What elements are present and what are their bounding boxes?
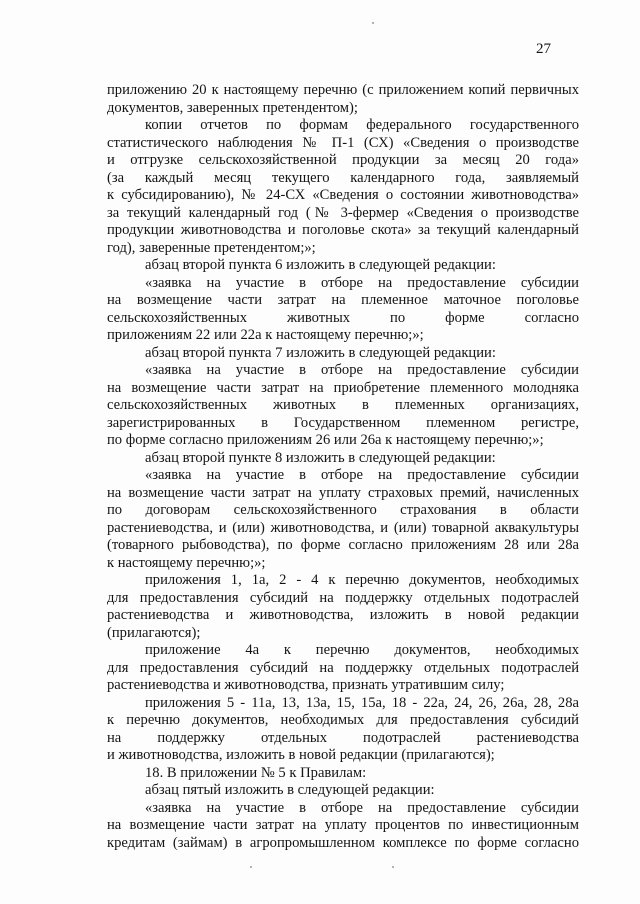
- text-line: «заявка на участие в отборе на предоставление субсидии: [145, 362, 579, 378]
- text-line: «заявка на участие в отборе на предоставление субсидии: [145, 799, 579, 816]
- text-line: документов, заверенных претендентом);: [107, 99, 358, 116]
- page-number: 27: [536, 41, 551, 57]
- text-line: (за каждый месяц текущего календарного года, заявляемый: [107, 169, 579, 186]
- document-body: [107, 82, 579, 852]
- text-line: для предоставления субсидий на поддержку отдельных подотраслей: [107, 589, 579, 606]
- text-line: продукции животноводства и поголовье скота» за текущий календарный: [107, 222, 579, 238]
- text-line: на поддержку отдельных подотраслей растениеводства: [107, 729, 579, 746]
- text-line: приложению 20 к настоящему перечню (с приложением копий первичных: [107, 82, 579, 98]
- text-line: на возмещение части затрат на уплату страховых премий, начисленных: [107, 484, 579, 501]
- text-line: приложениям 22 или 22а к настоящему перечню;»;: [107, 327, 424, 343]
- text-line: на возмещение части затрат на уплату процентов по инвестиционным: [107, 817, 579, 833]
- text-line: «заявка на участие в отборе на предоставление субсидии: [145, 274, 579, 291]
- text-line: приложения 1, 1а, 2 - 4 к перечню документов, необходимых: [145, 572, 579, 588]
- scan-speck: [392, 866, 394, 868]
- text-line: по форме согласно приложениям 26 или 26а к настоящему перечню;»;: [107, 432, 544, 448]
- text-line: к субсидированию), № 24-СХ «Сведения о состоянии животноводства»: [107, 187, 579, 203]
- text-line: к настоящему перечню;»;: [107, 554, 266, 571]
- text-line: и отгрузке сельскохозяйственной продукции за месяц 20 года»: [107, 152, 579, 168]
- text-line: растениеводства и животноводства, признать утратившим силу;: [107, 677, 505, 693]
- text-line: приложение 4а к перечню документов, необходимых: [145, 642, 579, 658]
- text-line: растениеводства и животноводства, изложить в новой редакции: [107, 607, 579, 623]
- text-line: статистического наблюдения № П-1 (СХ) «Сведения о производстве: [107, 134, 579, 151]
- text-line: растениеводства, и (или) животноводства, и (или) товарной аквакультуры: [107, 519, 579, 536]
- text-line: (товарного рыбоводства), по форме согласно приложениям 28 или 28а: [107, 537, 579, 553]
- text-line: сельскохозяйственных животных в племенных организациях,: [107, 397, 579, 413]
- text-line: (прилагаются);: [107, 624, 201, 641]
- text-line: «заявка на участие в отборе на предоставление субсидии: [145, 467, 579, 483]
- text-line: кредитам (займам) в агропромышленном комплексе по форме согласно: [107, 834, 579, 851]
- text-line: абзац пятый изложить в следующей редакции:: [145, 782, 435, 798]
- text-line: 18. В приложении № 5 к Правилам:: [145, 764, 367, 781]
- text-line: на возмещение части затрат на племенное маточное поголовье: [107, 292, 579, 308]
- scan-speck: [372, 22, 374, 24]
- text-line: копии отчетов по формам федерального государственного: [145, 117, 579, 133]
- text-line: к перечню документов, необходимых для предоставления субсидий: [107, 712, 579, 728]
- text-line: приложения 5 - 11а, 13, 13а, 15, 15а, 18 - 22а, 24, 26, 26а, 28, 28а: [145, 694, 579, 711]
- text-line: за текущий календарный год (№ 3-фермер «Сведения о производстве: [107, 204, 579, 221]
- scan-speck: [250, 866, 252, 868]
- text-line: сельскохозяйственных животных по форме согласно: [107, 309, 579, 326]
- text-line: на возмещение части затрат на приобретение племенного молодняка: [107, 379, 579, 396]
- text-line: для предоставления субсидий на поддержку отдельных подотраслей: [107, 659, 579, 676]
- text-line: по договорам сельскохозяйственного страхования в области: [107, 502, 579, 518]
- text-line: год), заверенные претендентом;»;: [107, 239, 316, 256]
- text-line: и животноводства, изложить в новой редакции (прилагаются);: [107, 747, 495, 763]
- text-line: зарегистрированных в Государственном племенном регистре,: [107, 414, 579, 431]
- text-line: абзац второй пункте 8 изложить в следующей редакции:: [145, 449, 496, 466]
- text-line: абзац второй пункта 7 изложить в следующей редакции:: [145, 344, 496, 361]
- text-line: абзац второй пункта 6 изложить в следующей редакции:: [145, 257, 496, 273]
